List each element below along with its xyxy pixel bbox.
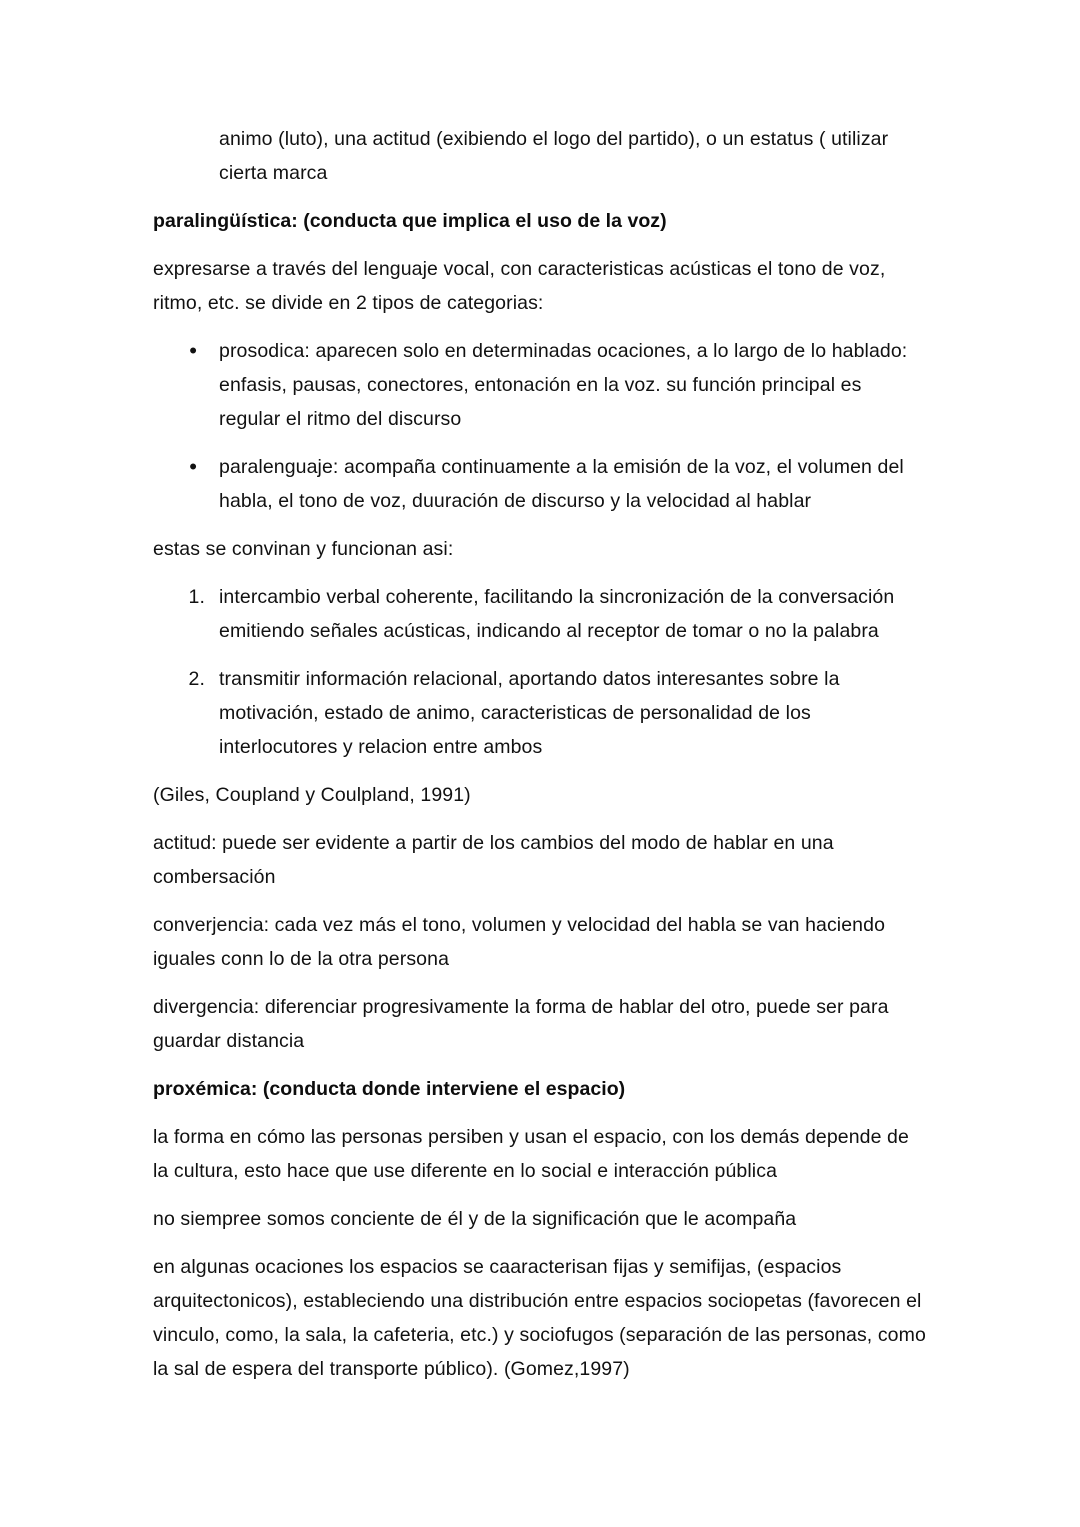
list-item-label: paralenguaje: acompaña continuamente a la emisión de la voz, el volumen del habla, el tono de voz, duuración de discurso y la velocidad al hablar	[219, 456, 904, 512]
paragraph-funcionamiento-intro: estas se convinan y funcionan asi:	[153, 538, 454, 560]
document-body	[153, 122, 928, 1400]
paragraph-actitud: actitud: puede ser evidente a partir de los cambios del modo de hablar en una combersación	[153, 832, 834, 888]
list-item	[153, 450, 928, 518]
table-row	[153, 580, 928, 648]
list-item-label: prosodica: aparecen solo en determinadas ocaciones, a lo largo de lo hablado: enfasis, pausas, conectores, entonación en la voz. su función principal es regular el ritmo del discurso	[219, 340, 908, 430]
heading-proxemica: proxémica: (conducta donde interviene el espacio)	[153, 1078, 626, 1100]
bullet-icon: •	[189, 454, 197, 479]
list-number: 2.	[188, 668, 205, 690]
table-row	[153, 662, 928, 764]
list-funciones	[153, 580, 928, 764]
paragraph-converjencia: converjencia: cada vez más el tono, volumen y velocidad del habla se van haciendo iguales conn lo de la otra persona	[153, 914, 886, 970]
citation-giles: (Giles, Coupland y Coulpland, 1991)	[153, 784, 471, 806]
list-number: 1.	[188, 586, 205, 608]
paragraph-proxemica-conciencia: no siempree somos conciente de él y de la significación que le acompaña	[153, 1208, 797, 1230]
list-categorias	[153, 334, 928, 518]
bullet-icon: •	[189, 338, 197, 363]
paragraph-proxemica-intro: la forma en cómo las personas persiben y usan el espacio, con los demás depende de la cultura, esto hace que use diferente en lo social e interacción pública	[153, 1126, 909, 1182]
list-item-label: intercambio verbal coherente, facilitando la sincronización de la conversación emitiendo señales acústicas, indicando al receptor de tomar o no la palabra	[219, 586, 895, 642]
carryover-paragraph: animo (luto), una actitud (exibiendo el logo del partido), o un estatus ( utilizar cierta marca	[219, 128, 889, 184]
heading-paralinguistica: paralingüística: (conducta que implica el uso de la voz)	[153, 210, 667, 232]
paragraph-paralinguistica-intro: expresarse a través del lenguaje vocal, con caracteristicas acústicas el tono de voz, ritmo, etc. se divide en 2 tipos de categorias:	[153, 258, 886, 314]
paragraph-divergencia: divergencia: diferenciar progresivamente la forma de hablar del otro, puede ser para guardar distancia	[153, 996, 889, 1052]
list-item	[153, 334, 928, 436]
paragraph-proxemica-espacios: en algunas ocaciones los espacios se caaracterisan fijas y semifijas, (espacios arquitectonicos), estableciendo una distribución entre espacios sociopetas (favorecen el vinculo, como, la sala, la cafeteria, etc.) y sociofugos (separación de las personas, como la sal de espera del transporte público). (Gomez,1997)	[153, 1256, 926, 1380]
list-item-label: transmitir información relacional, aportando datos interesantes sobre la motivación, estado de animo, caracteristicas de personalidad de los interlocutores y relacion entre ambos	[219, 668, 840, 758]
